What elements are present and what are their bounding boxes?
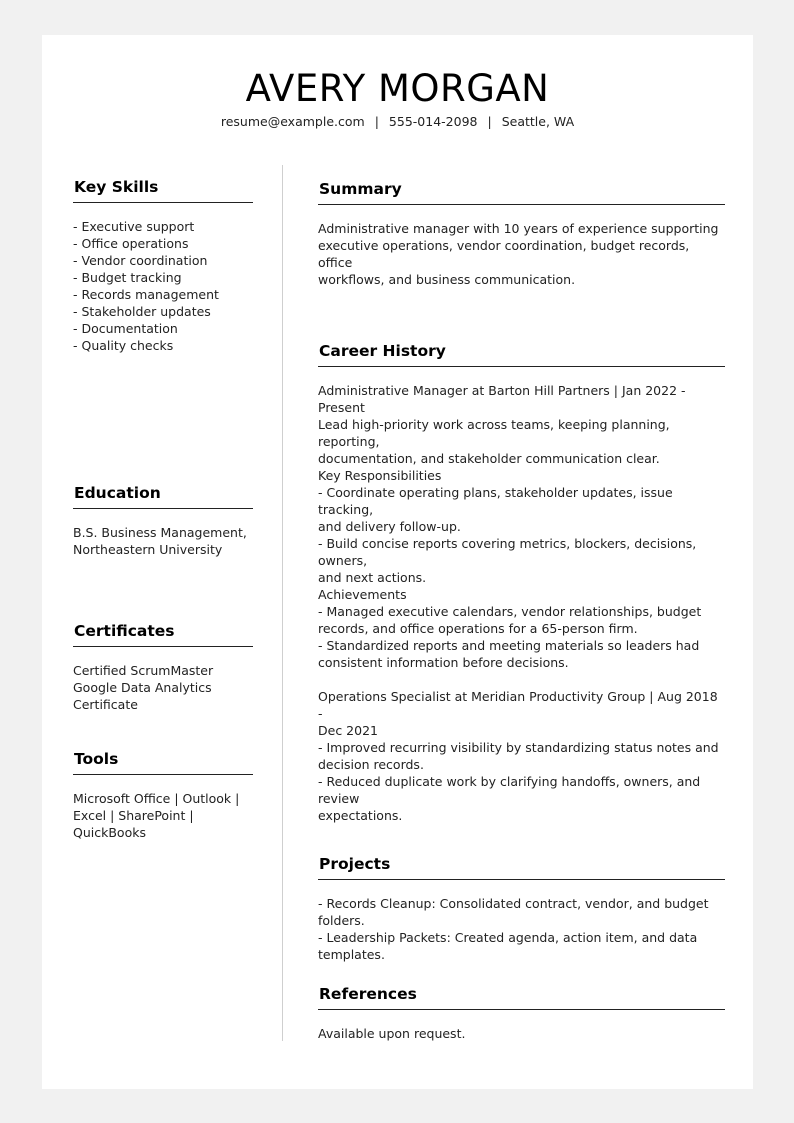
job-line: records, and office operations for a 65-person firm. [318,621,638,636]
summary-section [318,179,725,288]
project-line: templates. [318,947,385,962]
job-title-line: Operations Specialist at Meridian Productivity Group | Aug 2018 - [318,689,718,721]
tools-line: Microsoft Office | Outlook | [73,791,240,806]
summary-text [318,220,725,288]
tools-heading: Tools [73,749,253,775]
job-line: decision records. [318,757,424,772]
skill-item: - Records management [73,287,219,302]
skill-item: - Vendor coordination [73,253,208,268]
contact-location: Seattle, WA [501,114,575,129]
summary-line: executive operations, vendor coordination, budget records, office [318,238,690,270]
job-line: Lead high-priority work across teams, keeping planning, reporting, [318,417,670,449]
job-line: and next actions. [318,570,427,585]
job-line: and delivery follow-up. [318,519,461,534]
contact-phone: 555-014-2098 [388,114,478,129]
skills-section [73,177,253,354]
skill-item: - Office operations [73,236,189,251]
job-line: - Managed executive calendars, vendor relationships, budget [318,604,702,619]
education-line: B.S. Business Management, [73,525,247,540]
tools-text [73,790,253,841]
job-line: - Improved recurring visibility by standardizing status notes and [318,740,719,755]
job-spacer [318,671,725,688]
project-line: - Records Cleanup: Consolidated contract, vendor, and budget [318,896,709,911]
skill-item: - Budget tracking [73,270,182,285]
references-line: Available upon request. [318,1026,466,1041]
job-title-line: Administrative Manager at Barton Hill Partners | Jan 2022 - Present [318,383,686,415]
resume-page [42,35,753,1089]
certificate-line: Certified ScrumMaster [73,663,214,678]
skills-list [73,218,253,354]
contact-email: resume@example.com [220,114,365,129]
summary-heading: Summary [318,179,725,205]
skills-heading: Key Skills [73,177,253,203]
tools-line: Excel | SharePoint | [73,808,194,823]
summary-line: workflows, and business communication. [318,272,576,287]
skill-item: - Quality checks [73,338,174,353]
job-subheading: Key Responsibilities [318,468,442,483]
candidate-name: AVERY MORGAN [245,67,550,110]
projects-section [318,854,725,963]
job-line: Dec 2021 [318,723,378,738]
job-line: - Standardized reports and meeting materials so leaders had [318,638,700,653]
references-heading: References [318,984,725,1010]
skill-item: - Executive support [73,219,195,234]
contact-separator: | [374,114,379,129]
education-heading: Education [73,483,253,509]
projects-heading: Projects [318,854,725,880]
education-section [73,483,253,558]
projects-text [318,895,725,963]
skill-item: - Stakeholder updates [73,304,211,319]
project-line: folders. [318,913,365,928]
job-line: expectations. [318,808,403,823]
job-line: consistent information before decisions. [318,655,569,670]
contact-line [42,113,753,131]
project-line: - Leadership Packets: Created agenda, action item, and data [318,930,698,945]
job-line: - Reduced duplicate work by clarifying handoffs, owners, and review [318,774,701,806]
education-line: Northeastern University [73,542,223,557]
tools-section [73,749,253,841]
job-line: - Coordinate operating plans, stakeholder updates, issue tracking, [318,485,673,517]
career-text [318,382,725,824]
certificate-line: Google Data Analytics [73,680,212,695]
job-line: - Build concise reports covering metrics, blockers, decisions, owners, [318,536,697,568]
references-text [318,1025,725,1042]
column-divider [282,165,283,1041]
career-section [318,341,725,824]
references-section [318,984,725,1042]
certificates-section [73,621,253,713]
job-line: documentation, and stakeholder communication clear. [318,451,660,466]
skill-item: - Documentation [73,321,178,336]
certificate-line: Certificate [73,697,138,712]
career-heading: Career History [318,341,725,367]
job-subheading: Achievements [318,587,407,602]
education-text [73,524,253,558]
tools-line: QuickBooks [73,825,146,840]
summary-line: Administrative manager with 10 years of experience supporting [318,221,719,236]
contact-separator: | [487,114,492,129]
certificates-text [73,662,253,713]
certificates-heading: Certificates [73,621,253,647]
